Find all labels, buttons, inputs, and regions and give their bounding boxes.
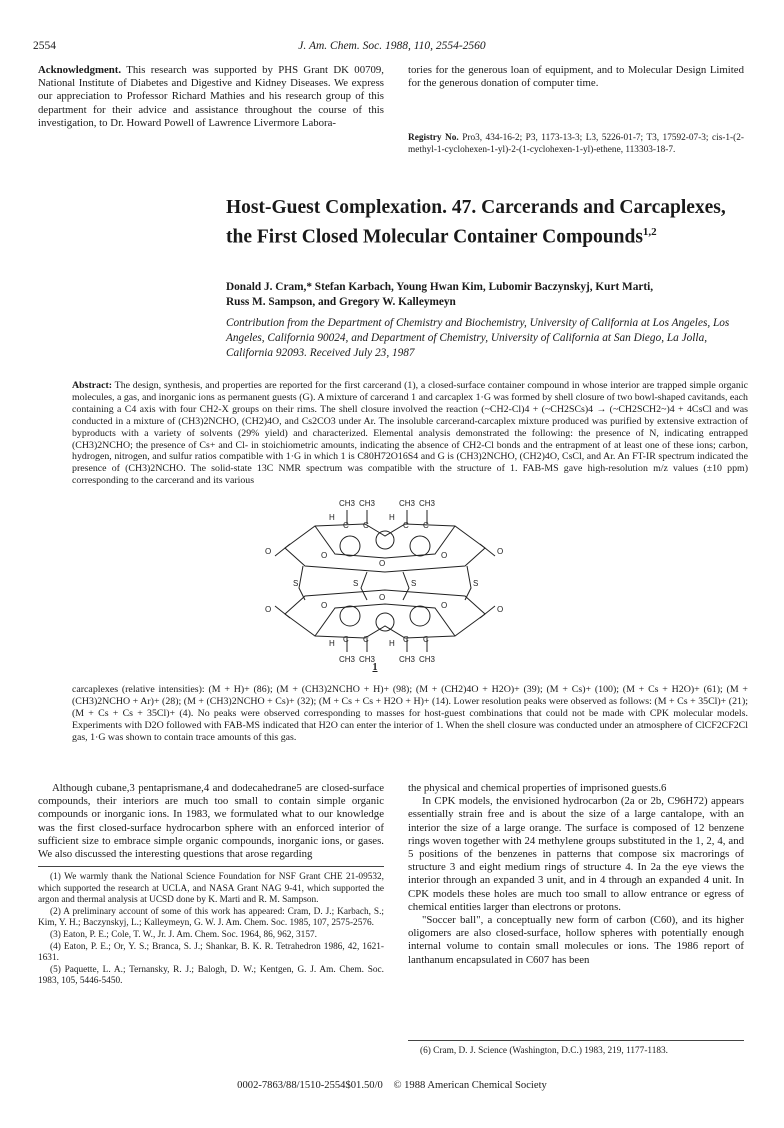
title-line-2: the First Closed Molecular Container Compounds [226,226,643,248]
page-footer [33,1080,751,1091]
oxygen-label: O [265,605,272,614]
oxygen-label: O [497,605,504,614]
methyl-label: CH3 [339,499,356,508]
body-right-paragraph-2: In CPK models, the envisioned hydrocarbon (2a or 2b, C96H72) appears essentially strain free and is about the size of a large cantalope, with an interior the size of a large orange. The surface is composed of 12 benzene rings woven together with 24 methylene groups substituted in the 1, 2, 4, and 5 positions of the benzenes in patterns that compose six macrorings of structure 3 and eight medium rings of structure 4. In 2a the eye views the interior through an expanded 3 unit, and in 4 through an expanded 4 unit. In CPK models these holes are much too small to allow entrance or egress of chemical entities larger than electrons or protons. [408,795,744,913]
methyl-label: CH3 [419,499,436,508]
body-left-paragraph: Although cubane,3 pentaprismane,4 and dodecahedrane5 are closed-surface compounds, their interiors are much too small to contain simple organic compounds or inorganic ions. In 1983, we formulated what to our knowledge was the first closed-surface hydrocarbon sphere with an enforced interior of sufficient size to embrace simple organic compounds, inorganic ions, or gases. We also discussed the interesting questions that arose regarding [38,782,384,861]
hydrogen-label: H [329,513,335,522]
footnote-5: (5) Paquette, L. A.; Ternansky, R. J.; Balogh, D. W.; Kentgen, G. J. Am. Chem. Soc. 1983, 105, 5446-5450. [38,964,384,987]
sulfur-label: S [473,579,479,588]
copyright: © 1988 American Chemical Society [393,1080,547,1091]
sulfur-label: S [353,579,359,588]
body-right-paragraph-1: the physical and chemical properties of imprisoned guests.6 [408,782,667,794]
hydrogen-label: H [389,513,395,522]
methyl-label: CH3 [399,499,416,508]
footnote-6: (6) Cram, D. J. Science (Washington, D.C.) 1983, 219, 1177-1183. [420,1046,668,1056]
journal-citation: J. Am. Chem. Soc. 1988, 110, 2554-2560 [298,40,486,52]
footnote-rule-left [38,866,384,867]
oxygen-label: O [441,551,448,560]
acknowledgment-heading: Acknowledgment. [38,64,122,76]
body-right-column [408,782,744,967]
carbon-label: C [423,521,429,530]
registry-numbers [408,132,744,156]
footnote-3: (3) Eaton, P. E.; Cole, T. W., Jr. J. Am. Chem. Soc. 1964, 86, 962, 3157. [50,929,317,940]
acknowledgment-right: tories for the generous loan of equipment, and to Molecular Design Limited for the generous donation of computer time. [408,64,744,90]
carbon-label: C [363,521,369,530]
registry-heading: Registry No. [408,133,459,143]
running-header [33,40,751,56]
oxygen-label: O [321,551,328,560]
authors-line-1: Donald J. Cram,* Stefan Karbach, Young Hwan Kim, Lubomir Baczynskyj, Kurt Marti, [226,281,654,293]
hydrogen-label: H [329,639,335,648]
abstract-text-top: The design, synthesis, and properties are reported for the first carcerand (1), a closed-surface container compound in whose interior are trapped simple organic molecules, a gas, and inorganic ions as permanent guests (G). A mixture of carcerand 1 and carcaplex 1·G was formed by shell closure of two bowl-shaped cavitands, each containing a C4 axis with four CH2-X groups on their rims. The shell closure involved the reaction (~CH2-Cl)4 + (~CH2SCs)4 → (~CH2SCH2~)4 + 4CsCl and was conducted in a mixture of (CH3)2NCHO, (CH2)4O, and Cs2CO3 under Ar. The insoluble carcerand-carcaplex mixture produced was purified by extensive extraction of byproducts with a variety of solvents (29% yield) and characterized. Elemental analysis demonstrated the following: the presence of N, indicating entrapped (CH3)2NCHO; the presence of Cs+ and Cl- in stoichiometric amounts, indicating the absence of CH2-Cl bonds and the entrapment of at least one of these ions; carbon, hydrogen, nitrogen, and sulfur ratios compatible with 1·G in which 1 is C80H72O16S4 and G is (CH3)2NCHO, (CH2)4O, CsCl, and Ar. An FT-IR spectrum indicated the presence of (CH3)2NCHO. The solid-state 13C NMR spectrum was compatible with the structure of 1. FAB-MS gave high-resolution m/z values (±10 ppm) corresponding to the carcerand and its various [72,380,748,487]
oxygen-label: O [441,601,448,610]
abstract-top [72,380,748,487]
page-number: 2554 [33,40,56,52]
methyl-label: CH3 [419,655,436,664]
footnote-2: (2) A preliminary account of some of this work has appeared: Cram, D. J.; Karbach, S.; Kim, Y. H.; Baczynskyj, L.; Kalleymeyn, G. W. J. Am. Chem. Soc. 1985, 107, 2575-2576. [38,906,384,929]
article-code: 0002-7863/88/1510-2554$01.50/0 [237,1080,383,1091]
sulfur-label: S [293,579,299,588]
oxygen-label: O [321,601,328,610]
methyl-label: CH3 [399,655,416,664]
methyl-label: CH3 [359,655,376,664]
methyl-label: CH3 [359,499,376,508]
oxygen-label: O [379,559,386,568]
oxygen-label: O [497,547,504,556]
carcerand-structure-diagram [255,496,515,666]
footnotes-left [38,872,384,988]
methyl-label: CH3 [339,655,356,664]
title-line-1: Host-Guest Complexation. 47. Carcerands and Carcaplexes, [226,197,726,218]
carbon-label: C [343,635,349,644]
sulfur-label: S [411,579,417,588]
abstract-heading: Abstract: [72,380,113,391]
acknowledgment-text: This research was supported by PHS Grant DK 00709, National Institute of Diabetes and Digestive and Kidney Diseases. We express our appreciation to Professor Richard Mathies and his research group of this department for their advice and assistance throughout the course of this investigation, to Dr. Howard Powell of Lawrence Livermore Labora- [38,64,384,129]
carbon-label: C [403,521,409,530]
acknowledgment-left [38,64,384,130]
footnote-4: (4) Eaton, P. E.; Or, Y. S.; Branca, S. J.; Shankar, B. K. R. Tetrahedron 1986, 42, 1621-1631. [38,941,384,964]
title-footnote-ref: 1,2 [642,226,657,238]
carbon-label: C [343,521,349,530]
oxygen-label: O [265,547,272,556]
carbon-label: C [363,635,369,644]
footnote-rule-right [408,1040,744,1041]
abstract-bottom: carcaplexes (relative intensities): (M + H)+ (86); (M + (CH3)2NCHO + H)+ (98); (M + (CH2)4O + H2O)+ (39); (M + Cs)+ (100); (M + Cs + H2O)+ (61); (M + (CH3)2NCHO + Ar)+ (28); (M + (CH3)2NCHO + Cs)+ (32); (M + Cs + Cs + H2O + H)+ (14). Lower resolution peaks were observed as follows: (M + Cs + 35Cl)+ (21); (M + Cs + Cs + 35Cl)+ (4). No peaks were observed corresponding to masses for host-guest combinations that could not be made with CPK molecular models. Experiments with D2O followed with FAB-MS indicated that H2O can enter the interior of 1. When the shell closure was conducted under an atmosphere of ClCF2CF2Cl gas, 1·G was shown to contain trace amounts of this gas. [72,684,748,743]
compound-number: 1 [372,662,378,673]
hydrogen-label: H [389,639,395,648]
carbon-label: C [403,635,409,644]
oxygen-label: O [379,593,386,602]
article-title [226,196,746,250]
body-right-paragraph-3: "Soccer ball", a conceptually new form of carbon (C60), and its higher oligomers are also closed-surface, hollow spheres with potentially enough internal volume to contain small molecules or ions. The 1986 report of lanthanum encapsulated in C607 has been [408,914,744,966]
carbon-label: C [423,635,429,644]
authors-line-2: Russ M. Sampson, and Gregory W. Kalleymeyn [226,296,456,308]
registry-text: Pro3, 434-16-2; P3, 1173-13-3; L3, 5226-01-7; T3, 17592-07-3; cis-1-(2-methyl-1-cyclohexen-1-yl)-2-(1-cyclohexen-1-yl)-ethene, 113303-18-7. [408,133,744,155]
footnote-1: (1) We warmly thank the National Science Foundation for NSF Grant CHE 21-09532, which supported the research at UCLA, and NASA Grant NAG 9-41, which supported the argon and thermal analysis at UCSD done by K. Marti and R. M. Sampson. [38,872,384,906]
authors [226,280,746,310]
affiliation: Contribution from the Department of Chemistry and Biochemistry, University of California at Los Angeles, Los Angeles, California 90024, and Department of Chemistry, University of California at San Diego, La Jolla, California 92093. Received July 23, 1987 [226,317,730,359]
